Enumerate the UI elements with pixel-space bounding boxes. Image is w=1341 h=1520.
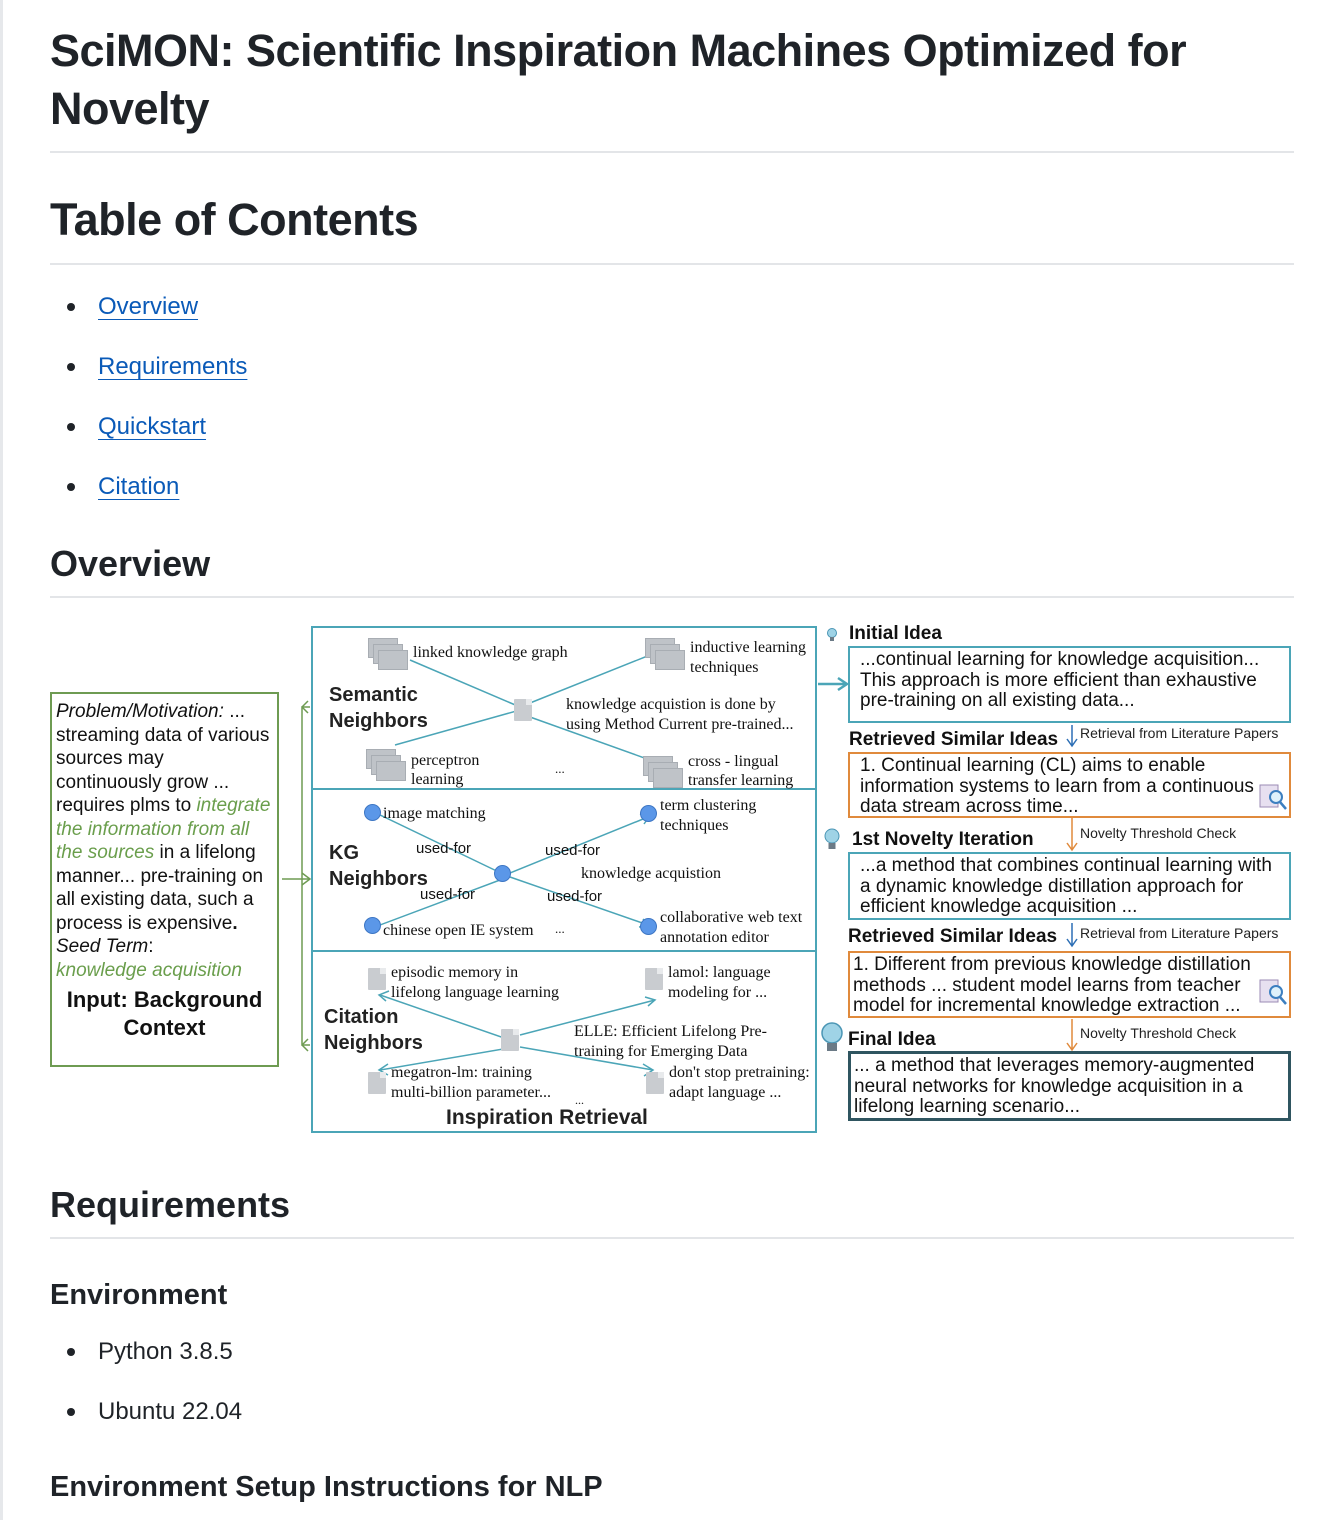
retrieved-ideas-label: Retrieved Similar Ideas [848, 926, 1058, 947]
final-idea-box [848, 1051, 1291, 1121]
toc-heading: Table of Contents [50, 194, 419, 245]
kg-label-2: Neighbors [329, 868, 428, 890]
semantic-label-2: Neighbors [329, 710, 428, 732]
novelty-iteration-label: 1st Novelty Iteration [852, 829, 1034, 850]
document-stack-icon [368, 638, 408, 668]
kg-ellipsis: ... [555, 921, 565, 936]
citation-label-1: Citation [324, 1006, 399, 1028]
initial-idea-label: Initial Idea [849, 623, 942, 644]
inspiration-retrieval-label: Inspiration Retrieval [446, 1106, 648, 1129]
problem-motivation-box [50, 692, 279, 1067]
final-idea-text: ... a method that leverages memory-augmented neural networks for knowledge acquisition in a lifelong learning scenario... [854, 1055, 1255, 1117]
bullet [67, 363, 75, 371]
novelty-iteration-text: ...a method that combines continual learning with a dynamic knowledge distillation approach for efficient knowledge acquisition ... [860, 855, 1272, 917]
retrieved-ideas-text: 1. Continual learning (CL) aims to enable information systems to learn from a continuous data stream across time... [860, 755, 1254, 817]
to-initial-idea-arrow [818, 678, 847, 690]
toc-item [50, 472, 247, 532]
novelty-check-label: Novelty Threshold Check [1080, 825, 1237, 841]
kg-relation: used-for [416, 840, 472, 857]
semantic-node-4b: transfer learning [688, 772, 794, 789]
seed-term-value: knowledge acquisition [56, 959, 242, 981]
kg-node [640, 805, 657, 822]
citation-node-4a: don't stop pretraining: [669, 1064, 810, 1081]
document-icon [645, 968, 663, 990]
novelty-iteration-box [848, 852, 1291, 920]
problem-text-cont: in a lifelong manner... pre-training on all existing data, such a process is expensive [56, 842, 264, 934]
kg-node [364, 917, 381, 934]
retrieval-source-label: Retrieval from Literature Papers [1080, 725, 1279, 741]
semantic-node-3b: learning [411, 771, 464, 788]
citation-center-a: ELLE: Efficient Lifelong Pre- [574, 1023, 767, 1040]
document-stack-icon [645, 638, 685, 668]
final-idea-label: Final Idea [848, 1029, 936, 1050]
semantic-node-2b: techniques [690, 659, 759, 676]
list-item [50, 1397, 242, 1457]
document-stack-icon [643, 756, 683, 786]
overview-figure [50, 625, 1294, 1135]
kg-node-3: chinese open IE system [383, 922, 534, 939]
env-item-ubuntu: Ubuntu 22.04 [98, 1398, 243, 1425]
retrieved-ideas-box [848, 752, 1291, 818]
page-title: SciMON: Scientific Inspiration Machines Optimized for Novelty [50, 25, 1187, 134]
kg-node-1: image matching [383, 805, 486, 822]
citation-node-4b: adapt language ... [669, 1084, 782, 1101]
toc-item [50, 412, 247, 472]
kg-node-2b: techniques [660, 817, 729, 834]
kg-relation: used-for [420, 886, 476, 903]
bullet [67, 303, 75, 311]
divider [50, 1237, 1294, 1239]
kg-center: knowledge acquistion [581, 865, 721, 882]
toc-link-requirements[interactable]: Requirements [98, 353, 248, 380]
kg-relation: used-for [547, 888, 603, 905]
citation-node-1b: lifelong language learning [391, 984, 559, 1001]
kg-node-4b: annotation editor [660, 929, 769, 946]
document-icon [501, 1029, 519, 1051]
requirements-heading: Requirements [50, 1184, 291, 1225]
env-item-python: Python 3.8.5 [98, 1338, 233, 1365]
toc-link-citation[interactable]: Citation [98, 473, 180, 500]
brace-arrow [282, 873, 310, 885]
input-label: Input: Background Context [66, 987, 263, 1040]
toc-item [50, 352, 247, 412]
kg-node-4a: collaborative web text [660, 909, 803, 926]
document-icon [368, 968, 386, 990]
document-icon [368, 1072, 386, 1094]
divider [50, 263, 1294, 265]
bullet [67, 1348, 75, 1356]
semantic-label-1: Semantic [329, 684, 418, 706]
divider [50, 151, 1294, 153]
problem-highlight: integrate the information from all the sources [56, 795, 271, 863]
citation-node-3b: multi-billion parameter... [391, 1084, 551, 1101]
down-arrow [1067, 725, 1077, 746]
list-item [50, 1337, 242, 1397]
setup-heading: Environment Setup Instructions for NLP [50, 1471, 603, 1503]
toc-link-overview[interactable]: Overview [98, 293, 199, 320]
toc-item [50, 292, 247, 352]
problem-text: ... streaming data of various sources may continuously grow ... requires plms to [56, 701, 270, 816]
lightbulb-icon [825, 829, 839, 849]
divider [50, 596, 1294, 598]
kg-relation: used-for [545, 842, 601, 859]
bullet [67, 1408, 75, 1416]
document-icon [646, 1072, 664, 1094]
semantic-node-1: linked knowledge graph [413, 644, 568, 661]
initial-idea-text: ...continual learning for knowledge acquisition... This approach is more efficient than exhaustive pre-training on all existing data... [860, 649, 1260, 711]
environment-heading: Environment [50, 1279, 228, 1311]
overview-heading: Overview [50, 543, 211, 584]
kg-node [364, 804, 381, 821]
lightbulb-icon [822, 1023, 842, 1051]
semantic-ellipsis: ... [555, 761, 565, 776]
novelty-check-label: Novelty Threshold Check [1080, 1025, 1237, 1041]
retrieved-ideas-box [848, 951, 1291, 1018]
bullet [67, 423, 75, 431]
down-arrow [1067, 1019, 1077, 1050]
lightbulb-icon [828, 629, 837, 642]
citation-node-1a: episodic memory in [391, 964, 519, 981]
document-stack-icon [366, 749, 406, 779]
seed-term-label: Seed Term [56, 936, 149, 957]
retrieval-source-label: Retrieval from Literature Papers [1080, 925, 1279, 941]
kg-node-2a: term clustering [660, 797, 757, 814]
semantic-node-3a: perceptron [411, 752, 480, 769]
citation-label-2: Neighbors [324, 1032, 423, 1054]
kg-center-node [494, 865, 511, 882]
semantic-node-2a: inductive learning [690, 639, 806, 656]
bullet [67, 483, 75, 491]
window-left-border [0, 0, 3, 1520]
initial-idea-box [848, 646, 1291, 723]
retrieved-ideas-label: Retrieved Similar Ideas [849, 729, 1059, 750]
kg-label-1: KG [329, 842, 359, 864]
semantic-center-a: knowledge acquistion is done by [566, 696, 776, 713]
toc-link-quickstart[interactable]: Quickstart [98, 413, 207, 440]
citation-node-2a: lamol: language [668, 964, 771, 981]
citation-ellipsis: ... [575, 1093, 584, 1107]
document-icon [514, 699, 532, 721]
citation-node-2b: modeling for ... [668, 984, 768, 1001]
semantic-node-4a: cross - lingual [688, 753, 779, 770]
down-arrow [1067, 818, 1077, 850]
toc-list [50, 292, 247, 532]
seed-term-colon: : [148, 936, 154, 957]
environment-list [50, 1337, 242, 1457]
problem-period: . [232, 912, 238, 934]
kg-node [640, 918, 657, 935]
citation-center-b: training for Emerging Data [574, 1043, 748, 1060]
semantic-center-b: using Method Current pre-trained... [566, 716, 794, 733]
citation-node-3a: megatron-lm: training [391, 1064, 532, 1081]
retrieved-ideas-text: 1. Different from previous knowledge distillation methods ... student model learns from teacher model for incremental knowledge extraction ... [853, 954, 1251, 1016]
down-arrow [1067, 923, 1077, 946]
problem-label: Problem/Motivation: [56, 701, 224, 722]
